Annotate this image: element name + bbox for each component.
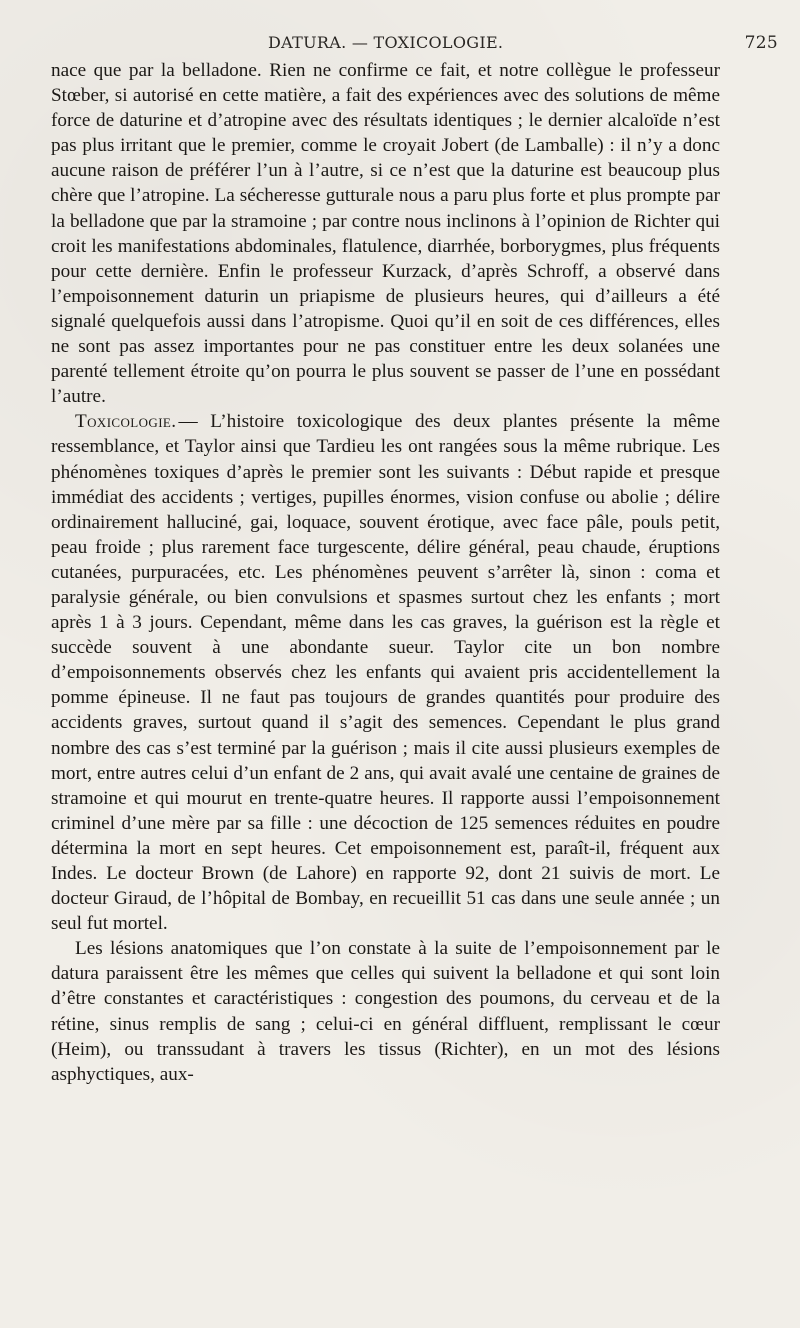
page-body: [51, 58, 720, 1087]
paragraph-3: Les lésions anatomiques que l’on constate à la suite de l’empoisonnement par le datura paraissent être les mêmes que celles qui suivent la belladone et qui sont loin d’être constantes et caractéristiques : congestion des poumons, du cerveau et de la rétine, sinus remplis de sang ; celui-ci en général diffluent, remplissant le cœur (Heim), ou transsudant à travers les tissus (Richter), en un mot des lésions asphyctiques, aux-: [51, 938, 720, 1085]
paragraph-2: [51, 409, 720, 936]
section-heading: Toxicologie.: [75, 411, 177, 433]
running-head-title-text: DATURA. — TOXICOLOGIE.: [268, 33, 504, 52]
running-head: [51, 30, 778, 56]
paragraph-1: nace que par la belladone. Rien ne confirme ce fait, et notre collègue le professeur Stœber, si autorisé en cette matière, a fait des expériences avec des solutions de même force de daturine et d’atropine avec des résultats identiques ; le dernier alcaloïde n’est pas plus irritant que le premier, comme le croyait Jobert (de Lamballe) : il n’y a donc aucune raison de préférer l’un à l’autre, si ce n’est que la daturine est beaucoup plus chère que l’atropine. La sécheresse gutturale nous a paru plus forte et plus prompte par la belladone que par la stramoine ; par contre nous inclinons à l’opinion de Richter qui croit les manifestations abdominales, flatulence, diarrhée, borborygmes, plus fréquents pour cette dernière. Enfin le professeur Kurzack, d’après Schroff, a observé dans l’empoisonnement daturin un priapisme de plusieurs heures, qui d’ailleurs a été signalé quelquefois aussi dans l’atropisme. Quoi qu’il en soit de ces différences, elles ne sont pas assez importantes pour ne pas constituer entre les deux solanées une parenté tellement étroite qu’on pourra le plus souvent se passer de l’une en possédant l’autre.: [51, 60, 720, 408]
paragraph-2-text: — L’histoire toxicologique des deux plantes présente la même ressemblance, et Taylor ainsi que Tardieu les ont rangées sous la même rubrique. Les phénomènes toxiques d’après le premier sont les suivants : Début rapide et presque immédiat des accidents ; vertiges, pupilles énormes, vision confuse ou abolie ; délire ordinairement halluciné, gai, loquace, souvent érotique, avec face pâle, pouls petit, peau froide ; plus rarement face turgescente, délire général, peau chaude, éruptions cutanées, purpuracées, etc. Les phénomènes peuvent s’arrêter là, sinon : coma et paralysie générale, ou bien convulsions et spasmes surtout chez les enfants ; mort après 1 à 3 jours. Cependant, même dans les cas graves, la guérison est la règle et succède souvent à une abondante sueur. Taylor cite un bon nombre d’empoisonnements observés chez les enfants qui avaient pris accidentellement la pomme épineuse. Il ne faut pas toujours de grandes quantités pour produire des accidents graves, surtout quand il s’agit des semences. Cependant le plus grand nombre des cas s’est terminé par la guérison ; mais il cite aussi plusieurs exemples de mort, entre autres celui d’un enfant de 2 ans, qui avait avalé une centaine de graines de stramoine et qui mourut en trente-quatre heures. Il rapporte aussi l’empoisonnement criminel d’une mère par sa fille : une décoction de 125 semences réduites en poudre détermina la mort en sept heures. Cet empoisonnement est, paraît-il, fréquent aux Indes. Le docteur Brown (de Lahore) en rapporte 92, dont 21 suivis de mort. Le docteur Giraud, de l’hôpital de Bombay, en recueillit 51 cas dans une seule année ; un seul fut mortel.: [51, 411, 720, 935]
page-number: 725: [744, 33, 778, 53]
running-head-title: [268, 30, 503, 56]
